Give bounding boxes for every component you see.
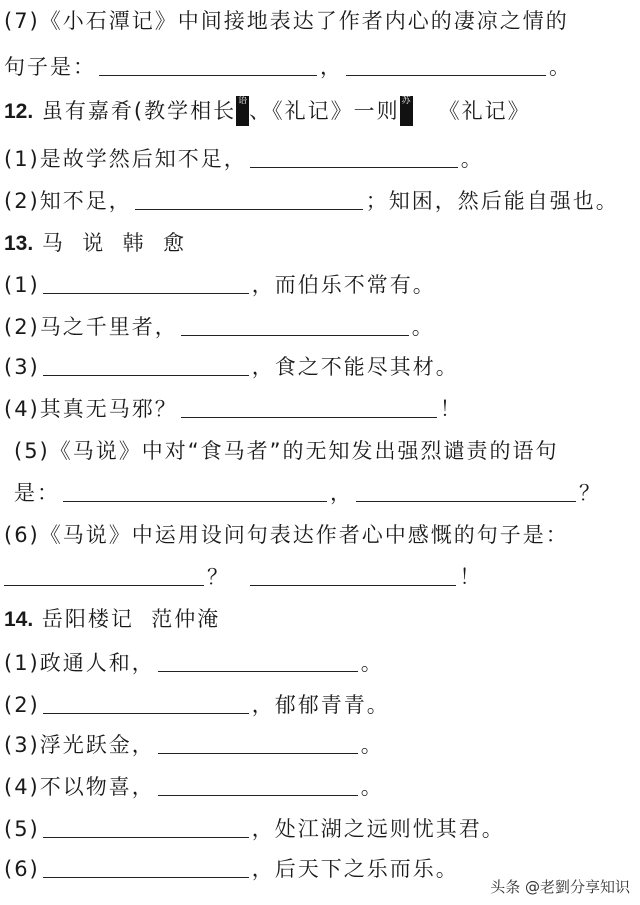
answer-line <box>4 186 636 216</box>
section-source: 《礼记》 <box>438 99 531 123</box>
answer-blank[interactable] <box>43 691 249 714</box>
end-punctuation: ，郁郁青青。 <box>251 693 390 717</box>
separator: ？ <box>207 565 230 589</box>
end-punctuation: 。 <box>411 315 435 339</box>
answer-blank[interactable] <box>135 187 363 210</box>
section-heading-13 <box>4 228 636 258</box>
end-punctuation: 。 <box>360 733 384 757</box>
answer-blank[interactable] <box>250 563 456 586</box>
answer-blank[interactable] <box>158 731 358 754</box>
prompt-text: (3)浮光跃金， <box>4 733 155 757</box>
answer-blank[interactable] <box>63 479 327 502</box>
answer-line <box>4 352 636 382</box>
answer-line <box>4 730 636 760</box>
question-text: (6)《马说》中运用设问句表达作者心中感慨的句子是： <box>4 523 569 547</box>
end-punctuation: ？ <box>579 481 602 505</box>
end-punctuation: ！ <box>439 397 463 421</box>
prompt-text: (1)政通人和， <box>4 651 155 675</box>
highlight-mark: 苏 <box>400 96 413 126</box>
end-punctuation: 。 <box>549 55 572 79</box>
answer-blank[interactable] <box>250 145 458 168</box>
end-punctuation: 。 <box>360 651 384 675</box>
answer-line <box>4 394 636 424</box>
answer-line <box>4 562 636 592</box>
answer-blank[interactable] <box>43 815 249 838</box>
answer-line <box>4 772 636 802</box>
answer-blank[interactable] <box>4 563 204 586</box>
end-punctuation: ；知困，然后能自强也。 <box>365 189 619 213</box>
answer-blank[interactable] <box>181 395 437 418</box>
prompt-text: (2) <box>4 693 40 717</box>
answer-blank[interactable] <box>158 649 358 672</box>
end-punctuation: ！ <box>459 565 483 589</box>
section-number: 12. <box>4 100 34 123</box>
section-heading-12 <box>4 96 636 126</box>
answer-blank[interactable] <box>43 855 249 878</box>
section-title: 虽有嘉肴(教学相长 <box>41 99 237 123</box>
prompt-text: 是： <box>14 481 60 505</box>
end-punctuation: ，而伯乐不常有。 <box>251 273 436 297</box>
separator: ， <box>320 55 343 79</box>
separator: ， <box>330 481 353 505</box>
answer-line <box>14 478 636 508</box>
prompt-text: (1)是故学然后知不足， <box>4 147 247 171</box>
section-title-mid: 、《礼记》一则 <box>249 99 400 123</box>
question-line <box>14 436 636 466</box>
end-punctuation: ，后天下之乐而乐。 <box>251 857 459 881</box>
prompt-text: (1) <box>4 273 40 297</box>
end-punctuation: 。 <box>360 775 384 799</box>
question-line <box>4 6 636 36</box>
answer-blank[interactable] <box>158 773 358 796</box>
answer-line <box>4 690 636 720</box>
answer-blank[interactable] <box>346 53 546 76</box>
prompt-text: (4)其真无马邪？ <box>4 397 178 421</box>
watermark: 头条 @老劉分享知识 <box>490 878 630 896</box>
section-title: 马 说 韩 愈 <box>41 231 186 255</box>
question-text: (7)《小石潭记》中间接地表达了作者内心的凄凉之情的 <box>4 9 569 33</box>
prompt-text: (3) <box>4 355 40 379</box>
answer-line <box>4 144 636 174</box>
answer-line <box>4 270 636 300</box>
answer-line <box>4 312 636 342</box>
highlight-mark: 语 <box>236 96 249 126</box>
answer-line <box>4 52 636 82</box>
prompt-text: (5) <box>4 817 40 841</box>
answer-line <box>4 648 636 678</box>
prompt-text: (6) <box>4 857 40 881</box>
question-text: (5)《马说》中对“食马者”的无知发出强烈谴责的语句 <box>14 439 559 463</box>
section-title: 岳阳楼记 范仲淹 <box>41 607 221 631</box>
end-punctuation: 。 <box>460 147 484 171</box>
end-punctuation: ，处江湖之远则忧其君。 <box>251 817 505 841</box>
answer-blank[interactable] <box>43 271 249 294</box>
question-line <box>4 520 636 550</box>
end-punctuation: ，食之不能尽其材。 <box>251 355 459 379</box>
answer-blank[interactable] <box>43 353 249 376</box>
section-number: 14. <box>4 608 34 631</box>
answer-blank[interactable] <box>181 313 409 336</box>
prompt-text: (4)不以物喜， <box>4 775 155 799</box>
answer-blank[interactable] <box>99 53 317 76</box>
prompt-text: 句子是： <box>4 55 96 79</box>
section-number: 13. <box>4 232 34 255</box>
answer-blank[interactable] <box>356 479 576 502</box>
answer-line <box>4 814 636 844</box>
prompt-text: (2)马之千里者， <box>4 315 178 339</box>
section-heading-14 <box>4 604 636 634</box>
prompt-text: (2)知不足， <box>4 189 132 213</box>
